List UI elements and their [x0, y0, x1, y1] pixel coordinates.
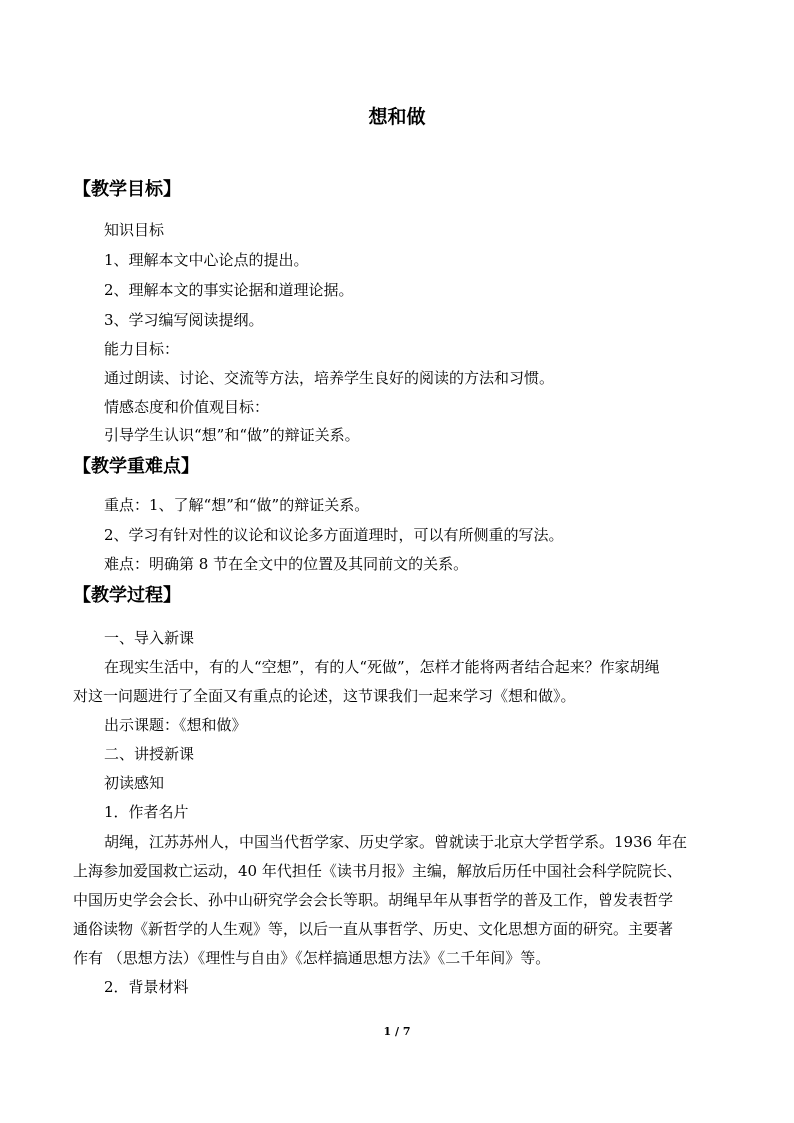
- goals-line: 引导学生认识“想”和“做”的辩证关系。: [104, 426, 360, 444]
- page-number: 1 / 7: [383, 1025, 411, 1038]
- process-line: 通俗读物《新哲学的人生观》等，以后一直从事哲学、历史、文化思想方面的研究。主要著: [73, 920, 674, 938]
- process-line: 1．作者名片: [104, 803, 189, 821]
- key-points-line: 2、学习有针对性的议论和议论多方面道理时，可以有所侧重的写法。: [104, 526, 564, 544]
- goals-line: 知识目标: [104, 221, 165, 239]
- process-line: 出示课题：《想和做》: [104, 716, 247, 734]
- process-line: 一、导入新课: [104, 629, 195, 647]
- process-line: 胡绳，江苏苏州人，中国当代哲学家、历史学家。曾就读于北京大学哲学系。1936 年在: [104, 833, 687, 851]
- key-points-line: 重点：1、了解“想”和“做”的辩证关系。: [104, 496, 370, 514]
- goals-line: 情感态度和价值观目标：: [104, 398, 270, 416]
- key-points-line: 难点：明确第 8 节在全文中的位置及其同前文的关系。: [104, 555, 469, 573]
- process-line: 初读感知: [104, 774, 165, 792]
- process-line: 上海参加爱国救亡运动，40 年代担任《读书月报》主编，解放后历任中国社会科学院院长、: [73, 862, 682, 880]
- goals-line: 2、理解本文的事实论据和道理论据。: [104, 281, 354, 299]
- goals-line: 1、理解本文中心论点的提出。: [104, 251, 309, 269]
- section-heading-process: 【教学过程】: [73, 585, 181, 606]
- section-heading-goals: 【教学目标】: [73, 179, 181, 200]
- process-line: 对这一问题进行了全面又有重点的论述，这节课我们一起来学习《想和做》。: [73, 687, 576, 705]
- section-heading-key-points: 【教学重难点】: [73, 456, 199, 477]
- process-line: 在现实生活中，有的人“空想”，有的人“死做”，怎样才能将两者结合起来？作家胡绳: [104, 658, 660, 676]
- process-line: 中国历史学会会长、孙中山研究学会会长等职。胡绳早年从事哲学的普及工作，曾发表哲学: [73, 891, 674, 909]
- process-line: 二、讲授新课: [104, 745, 195, 763]
- goals-line: 通过朗读、讨论、交流等方法，培养学生良好的阅读的方法和习惯。: [104, 369, 555, 387]
- process-line: 作有 （思想方法）《理性与自由》《怎样搞通思想方法》《二千年间》等。: [73, 949, 551, 967]
- goals-line: 3、学习编写阅读提纲。: [104, 311, 264, 329]
- process-line: 2．背景材料: [104, 978, 189, 996]
- goals-line: 能力目标：: [104, 340, 180, 358]
- document-title: 想和做: [368, 106, 426, 128]
